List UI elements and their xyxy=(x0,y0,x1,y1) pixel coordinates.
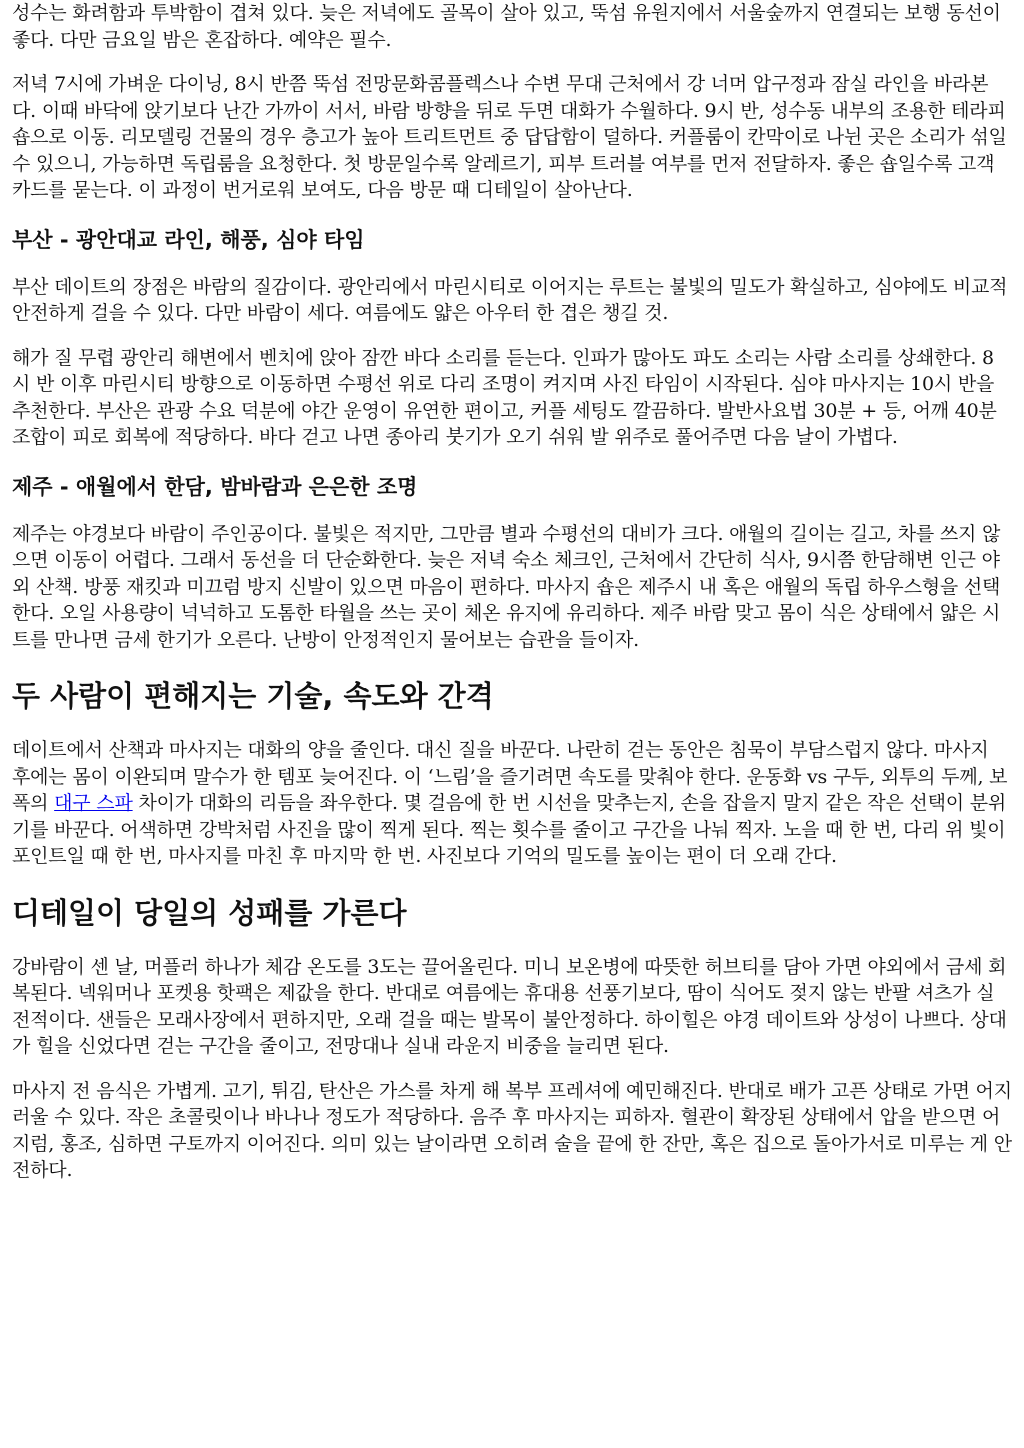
busan-course-paragraph: 해가 질 무렵 광안리 해변에서 벤치에 앉아 잠깐 바다 소리를 듣는다. 인파가 많아도 파도 소리는 사람 소리를 상쇄한다. 8시 반 이후 마린시티 방향으로 이동하면 수평선 위로 다리 조명이 켜지며 사진 타임이 시작된다. 심야 마사지는 10시 반을 추천한다. 부산은 관광 수요 덕분에 야간 운영이 유연한 편이고, 커플 세팅도 깔끔하다. 발반사요법 30분 + 등, 어깨 40분 조합이 피로 회복에 적당하다. 바다 걷고 나면 종아리 붓기가 오기 쉬워 발 위주로 풀어주면 다음 날이 가볍다. xyxy=(12,346,997,448)
details-clothing-paragraph: 강바람이 센 날, 머플러 하나가 체감 온도를 3도는 끌어올린다. 미니 보온병에 따뜻한 허브티를 담아 가면 야외에서 금세 회복된다. 넥워머나 포켓용 핫팩은 제값을 한다. 반대로 여름에는 휴대용 선풍기보다, 땀이 식어도 젖지 않는 반팔 셔츠가 실전적이다. 샌들은 모래사장에서 편하지만, 오래 걸을 때는 발목이 불안정하다. 하이힐은 야경 데이트와 상성이 나쁘다. 상대가 힐을 신었다면 걷는 구간을 줄이고, 전망대나 실내 라운지 비중을 늘리면 된다. xyxy=(12,955,1007,1057)
pace-text-before-link: 데이트에서 산책과 마사지는 대화의 양을 줄인다. 대신 질을 바꾼다. 나란히 걷는 동안은 침묵이 부담스럽지 않다. 마사지 후에는 몸이 이완되며 말수가 한 템포 늦어진다. 이 ‘느림’을 즐기려면 속도를 맞춰야 한다. 운동화 vs 구두, 외투의 두께, 보폭의 xyxy=(12,739,1008,814)
busan-section-heading: 부산 - 광안대교 라인, 해풍, 심야 타임 xyxy=(12,227,365,252)
seongsu-course-paragraph: 저녁 7시에 가벼운 다이닝, 8시 반쯤 뚝섬 전망문화콤플렉스나 수변 무대 근처에서 강 너머 압구정과 잠실 라인을 바라본다. 이때 바닥에 앉기보다 난간 가까이 서서, 바람 방향을 뒤로 두면 대화가 수월하다. 9시 반, 성수동 내부의 조용한 테라피 숍으로 이동. 리모델링 건물의 경우 층고가 높아 트리트먼트 중 답답함이 덜하다. 커플룸이 칸막이로 나뉜 곳은 소리가 섞일 수 있으니, 가능하면 독립룸을 요청한다. 첫 방문일수록 알레르기, 피부 트러블 여부를 먼저 전달하자. 좋은 숍일수록 고객카드를 묻는다. 이 과정이 번거로워 보여도, 다음 방문 때 디테일이 살아난다. xyxy=(12,73,1007,201)
details-section-heading: 디테일이 당일의 성패를 가른다 xyxy=(12,895,407,930)
jeju-paragraph: 제주는 야경보다 바람이 주인공이다. 불빛은 적지만, 그만큼 별과 수평선의 대비가 크다. 애월의 길이는 길고, 차를 쓰지 않으면 이동이 어렵다. 그래서 동선을 더 단순화한다. 늦은 저녁 숙소 체크인, 근처에서 간단히 식사, 9시쯤 한담해변 인근 야외 산책. 방풍 재킷과 미끄럼 방지 신발이 있으면 마음이 편하다. 마사지 숍은 제주시 내 혹은 애월의 독립 하우스형을 선택한다. 오일 사용량이 넉넉하고 도톰한 타월을 쓰는 곳이 체온 유지에 유리하다. 제주 바람 맞고 몸이 식은 상태에서 얇은 시트를 만나면 금세 한기가 오른다. 난방이 안정적인지 물어보는 습관을 들이자. xyxy=(12,522,1001,651)
busan-intro-paragraph: 부산 데이트의 장점은 바람의 질감이다. 광안리에서 마린시티로 이어지는 루트는 불빛의 밀도가 확실하고, 심야에도 비교적 안전하게 걸을 수 있다. 다만 바람이 세다. 여름에도 얇은 아우터 한 겹은 챙길 것. xyxy=(12,275,1008,324)
pace-paragraph xyxy=(12,737,1012,870)
daegu-spa-link[interactable]: 대구 스파 xyxy=(54,792,133,814)
seongsu-intro-paragraph: 성수는 화려함과 투박함이 겹쳐 있다. 늦은 저녁에도 골목이 살아 있고, 뚝섬 유원지에서 서울숲까지 연결되는 보행 동선이 좋다. 다만 금요일 밤은 혼잡하다. 예약은 필수. xyxy=(12,2,1001,51)
pace-text-after-link: 차이가 대화의 리듬을 좌우한다. 몇 걸음에 한 번 시선을 맞추는지, 손을 잡을지 말지 같은 작은 선택이 분위기를 바꾼다. 어색하면 강박처럼 사진을 많이 찍게 된다. 찍는 횟수를 줄이고 구간을 나눠 찍자. 노을 때 한 번, 다리 위 빛이 포인트일 때 한 번, 마사지를 마친 후 마지막 한 번. 사진보다 기억의 밀도를 높이는 편이 더 오래 간다. xyxy=(12,792,1007,867)
jeju-section-heading: 제주 - 애월에서 한담, 밤바람과 은은한 조명 xyxy=(12,474,418,499)
details-food-paragraph: 마사지 전 음식은 가볍게. 고기, 튀김, 탄산은 가스를 차게 해 복부 프레셔에 예민해진다. 반대로 배가 고픈 상태로 가면 어지러울 수 있다. 작은 초콜릿이나 바나나 정도가 적당하다. 음주 후 마사지는 피하자. 혈관이 확장된 상태에서 압을 받으면 어지럼, 홍조, 심하면 구토까지 이어진다. 의미 있는 날이라면 오히려 술을 끝에 한 잔만, 혹은 집으로 돌아가서로 미루는 게 안전하다. xyxy=(12,1079,1012,1181)
pace-section-heading: 두 사람이 편해지는 기술, 속도와 간격 xyxy=(12,679,494,713)
